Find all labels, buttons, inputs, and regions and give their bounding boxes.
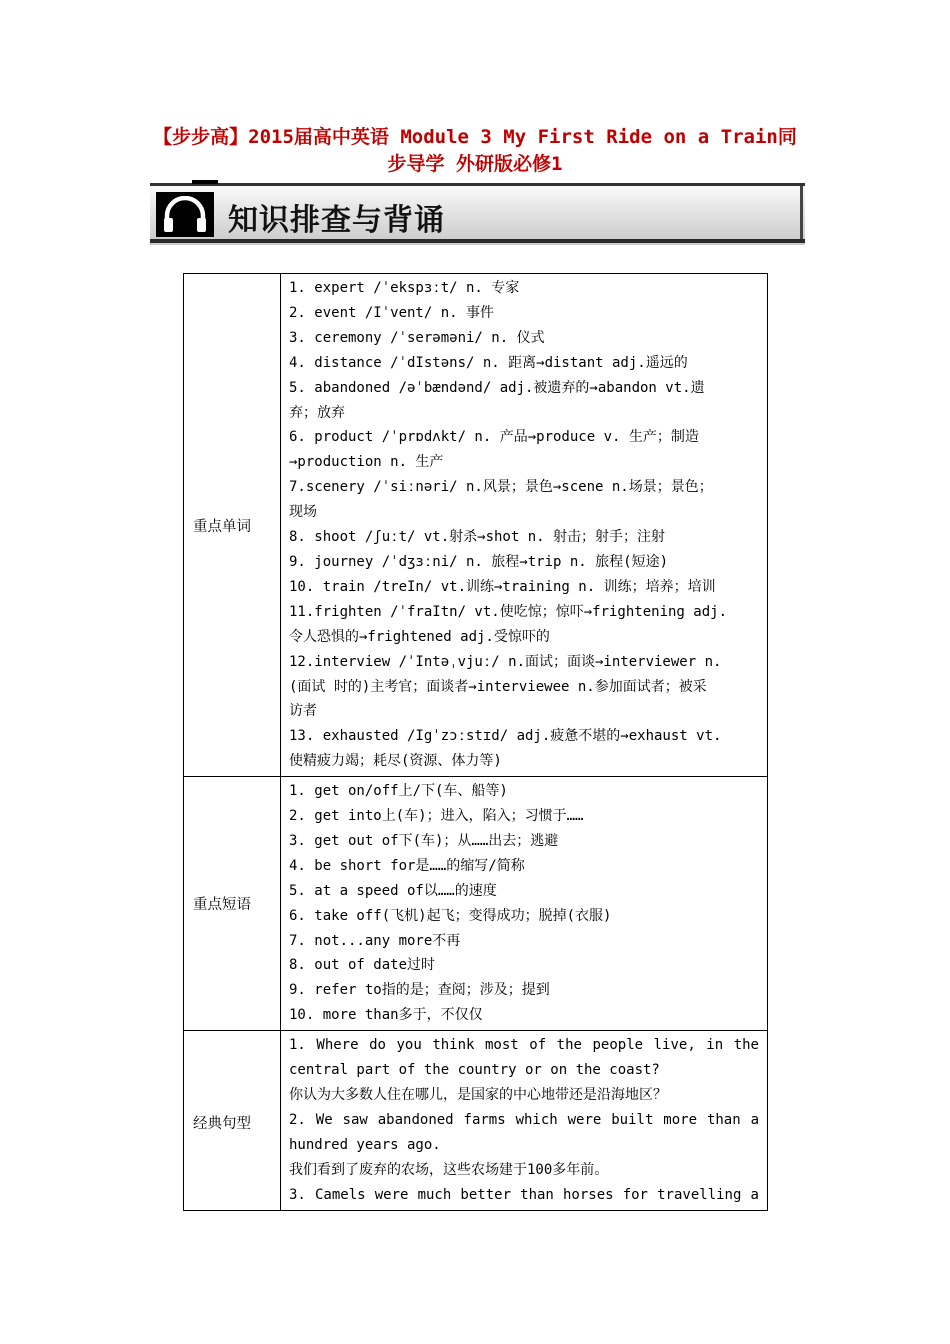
list-item: central part of the country or on the coast? [289,1062,660,1079]
list-item: 弃；放弃 [289,404,345,421]
headphones-icon [156,192,214,237]
list-item: hundred years ago. [289,1136,441,1153]
title-line-1: 【步步高】2015届高中英语 Module 3 My First Ride on a Train同 [153,126,797,148]
list-item: 我们看到了废弃的农场，这些农场建于100多年前。 [289,1161,609,1178]
list-item: 2. event /Iˈvent/ n. 事件 [289,304,495,321]
list-item: 令人恐惧的→frightened adj.受惊吓的 [289,628,550,645]
document-title [120,124,830,178]
category-label-sentences: 经典句型 [184,1031,281,1210]
banner-text: 知识排查与背诵 [228,203,445,238]
list-item: 3. ceremony /ˈserəməni/ n. 仪式 [289,329,545,346]
list-item: 13. exhausted /Igˈzɔːstɪd/ adj.疲惫不堪的→exhaust vt. [289,728,722,745]
words-cell [281,274,768,777]
list-item: 9. journey /ˈdʒɜːni/ n. 旅程→trip n. 旅程(短途) [289,553,669,570]
table-row-phrases [184,777,768,1031]
list-item: 3. get out of下(车)；从……出去；逃避 [289,832,559,849]
list-item: 4. be short for是……的缩写/简称 [289,857,525,874]
list-item: 4. distance /ˈdIstəns/ n. 距离→distant adj.遥远的 [289,354,688,371]
list-item: 2. We saw abandoned farms which were built more than a [289,1111,759,1128]
sentences-cell [281,1031,768,1210]
list-item: 12.interview /ˈIntəˌvjuː/ n.面试；面谈→interviewer n. [289,653,722,670]
knowledge-table [183,273,768,1211]
list-item: 2. get into上(车)；进入，陷入；习惯于…… [289,808,584,825]
list-item: (面试 时的)主考官；面谈者→interviewee n.参加面试者；被采 [289,678,707,695]
list-item: 10. train /treIn/ vt.训练→training n. 训练；培养；培训 [289,578,716,595]
list-item: 1. get on/off上/下(车、船等) [289,783,508,800]
list-item: 访者 [289,703,317,720]
list-item: 8. shoot /ʃuːt/ vt.射杀→shot n. 射击；射手；注射 [289,529,666,546]
title-line-2: 步导学 外研版必修1 [387,153,563,175]
table-row-sentences [184,1031,768,1210]
list-item: →production n. 生产 [289,454,444,471]
banner-top-rule [150,183,805,186]
list-item: 3. Camels were much better than horses for travelling a [289,1186,759,1203]
list-item: 1. Where do you think most of the people live, in the [289,1037,759,1054]
banner-bottom-rule [150,239,805,243]
table-row-words [184,274,768,777]
list-item: 你认为大多数人住在哪儿，是国家的中心地带还是沿海地区？ [289,1087,667,1103]
category-label-phrases: 重点短语 [184,777,281,1031]
list-item: 6. take off(飞机)起飞；变得成功；脱掉(衣服) [289,907,612,924]
list-item: 5. abandoned /əˈbændənd/ adj.被遗弃的→abandon vt.遗 [289,379,705,396]
list-item: 现场 [289,504,317,521]
banner-tick [192,180,218,184]
list-item: 使精疲力竭；耗尽(资源、体力等) [289,753,502,770]
list-item: 7. not...any more不再 [289,932,461,949]
category-label-words: 重点单词 [184,274,281,777]
list-item: 10. more than多于，不仅仅 [289,1007,483,1024]
list-item: 5. at a speed of以……的速度 [289,882,497,899]
phrases-cell [281,777,768,1031]
banner-right-rule [800,186,803,239]
list-item: 9. refer to指的是；查阅；涉及；提到 [289,982,550,999]
list-item: 1. expert /ˈekspɜːt/ n. 专家 [289,280,520,296]
list-item: 8. out of date过时 [289,957,436,974]
list-item: 6. product /ˈprɒdʌkt/ n. 产品→produce v. 生产；制造 [289,429,699,446]
section-banner [150,183,805,245]
list-item: 7.scenery /ˈsiːnəri/ n.风景；景色→scene n.场景；景色； [289,479,713,496]
list-item: 11.frighten /ˈfraItn/ vt.使吃惊；惊吓→frightening adj. [289,603,728,620]
